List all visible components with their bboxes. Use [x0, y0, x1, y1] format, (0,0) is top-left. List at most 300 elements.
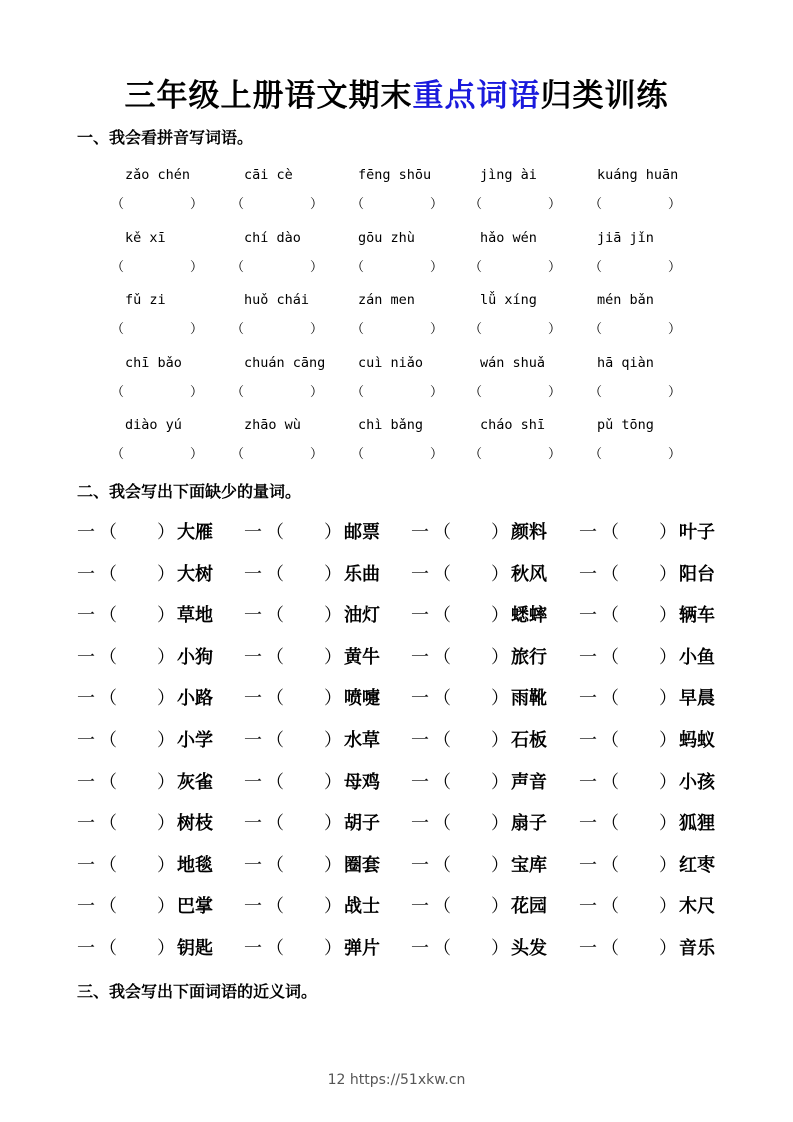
paren-close: ）: [491, 854, 509, 876]
noun-label: 乐曲: [344, 563, 380, 585]
measure-word-row: [0, 729, 793, 753]
measure-word-item[interactable]: [411, 895, 551, 919]
paren-close: ）: [667, 197, 681, 212]
paren-close: ）: [157, 688, 175, 710]
number-one: 一: [77, 522, 95, 543]
noun-label: 声音: [511, 771, 547, 793]
measure-word-item[interactable]: [77, 854, 217, 878]
measure-word-item[interactable]: [411, 604, 551, 628]
paren-open: （: [469, 259, 483, 275]
measure-word-item[interactable]: [244, 937, 384, 961]
noun-label: 小学: [177, 730, 213, 751]
answer-row: [0, 320, 793, 340]
paren-close: ）: [491, 688, 509, 710]
paren-close: ）: [309, 259, 323, 275]
paren-open: （: [589, 322, 603, 337]
paren-close: ）: [491, 563, 509, 585]
paren-open: （: [433, 854, 451, 876]
paren-open: （: [433, 605, 451, 627]
paren-close: ）: [659, 646, 677, 668]
title-part-2: 归类训练: [540, 78, 669, 114]
noun-label: 旅行: [511, 646, 547, 668]
measure-word-item[interactable]: [77, 729, 217, 753]
paren-close: ）: [491, 896, 509, 918]
measure-word-item[interactable]: [77, 771, 217, 795]
number-one: 一: [411, 771, 429, 793]
measure-word-row: [0, 687, 793, 711]
number-one: 一: [244, 605, 262, 627]
paren-close: ）: [157, 646, 175, 668]
noun-label: 战士: [344, 896, 380, 918]
paren-open: （: [601, 730, 619, 751]
measure-word-item[interactable]: [77, 646, 217, 670]
number-one: 一: [77, 854, 95, 876]
number-one: 一: [411, 522, 429, 543]
number-one: 一: [77, 938, 95, 959]
measure-word-item[interactable]: [77, 563, 217, 587]
paren-open: （: [433, 938, 451, 959]
pinyin-word: zǎo chén: [125, 167, 191, 183]
paren-open: （: [111, 322, 125, 337]
pinyin-word: chì bǎng: [358, 417, 424, 433]
paren-close: ）: [189, 384, 203, 400]
paren-close: ）: [157, 605, 175, 627]
number-one: 一: [77, 771, 95, 793]
noun-label: 秋风: [511, 563, 547, 585]
noun-label: 小孩: [679, 771, 715, 793]
paren-open: （: [111, 259, 125, 275]
paren-close: ）: [659, 688, 677, 710]
measure-word-item[interactable]: [244, 687, 384, 711]
paren-open: （: [351, 447, 365, 462]
measure-word-item[interactable]: [244, 771, 384, 795]
number-one: 一: [579, 813, 597, 835]
paren-close: ）: [659, 563, 677, 585]
measure-word-item[interactable]: [244, 646, 384, 670]
paren-open: （: [351, 259, 365, 275]
paren-close: ）: [189, 322, 203, 337]
paren-close: ）: [157, 938, 175, 959]
paren-open: （: [601, 896, 619, 918]
page-footer: 12 https://51xkw.cn: [327, 1072, 466, 1088]
answer-row: [0, 445, 793, 465]
paren-close: ）: [491, 605, 509, 627]
noun-label: 小狗: [177, 646, 213, 668]
measure-word-item[interactable]: [579, 563, 719, 587]
pinyin-word: zhāo wù: [244, 417, 301, 433]
number-one: 一: [244, 813, 262, 835]
paren-open: （: [266, 563, 284, 585]
measure-word-row: [0, 646, 793, 670]
paren-open: （: [231, 384, 245, 400]
paren-open: （: [601, 938, 619, 959]
noun-label: 大雁: [177, 522, 213, 543]
measure-word-item[interactable]: [244, 563, 384, 587]
measure-word-item[interactable]: [411, 812, 551, 836]
measure-word-item[interactable]: [411, 854, 551, 878]
pinyin-row: [0, 228, 793, 248]
paren-close: ）: [659, 771, 677, 793]
title-highlight: 重点词语: [412, 78, 541, 114]
paren-open: （: [99, 813, 117, 835]
noun-label: 雨靴: [511, 688, 547, 710]
number-one: 一: [579, 563, 597, 585]
paren-close: ）: [189, 197, 203, 212]
paren-close: ）: [309, 384, 323, 400]
paren-close: ）: [659, 854, 677, 876]
pinyin-word: kuáng huān: [597, 167, 679, 183]
paren-open: （: [266, 730, 284, 751]
number-one: 一: [244, 896, 262, 918]
paren-open: （: [601, 771, 619, 793]
pinyin-row: [0, 165, 793, 185]
paren-close: ）: [659, 522, 677, 543]
paren-open: （: [266, 688, 284, 710]
measure-word-item[interactable]: [77, 604, 217, 628]
measure-word-item[interactable]: [244, 895, 384, 919]
number-one: 一: [579, 938, 597, 959]
paren-open: （: [601, 688, 619, 710]
paren-close: ）: [157, 813, 175, 835]
measure-word-item[interactable]: [579, 854, 719, 878]
paren-close: ）: [324, 730, 342, 751]
measure-word-item[interactable]: [244, 521, 384, 545]
paren-open: （: [99, 938, 117, 959]
pinyin-word: cuì niǎo: [358, 354, 424, 371]
pinyin-word: chī bǎo: [125, 354, 182, 371]
paren-open: （: [266, 938, 284, 959]
paren-open: （: [266, 854, 284, 876]
noun-label: 钥匙: [177, 938, 213, 959]
paren-open: （: [589, 447, 603, 462]
paren-close: ）: [157, 854, 175, 876]
number-one: 一: [411, 854, 429, 876]
paren-open: （: [231, 447, 245, 462]
page-title: [0, 76, 793, 116]
number-one: 一: [244, 522, 262, 543]
measure-word-item[interactable]: [579, 895, 719, 919]
noun-label: 邮票: [344, 522, 380, 543]
pinyin-word: chuán cāng: [244, 354, 326, 371]
paren-open: （: [601, 854, 619, 876]
paren-open: （: [351, 322, 365, 337]
paren-close: ）: [157, 730, 175, 751]
paren-open: （: [601, 563, 619, 585]
number-one: 一: [411, 605, 429, 627]
number-one: 一: [244, 563, 262, 585]
paren-open: （: [231, 259, 245, 275]
paren-close: ）: [157, 896, 175, 918]
paren-open: （: [589, 384, 603, 400]
paren-open: （: [433, 730, 451, 751]
measure-word-item[interactable]: [244, 729, 384, 753]
noun-label: 头发: [511, 938, 547, 959]
paren-open: （: [433, 813, 451, 835]
paren-close: ）: [547, 447, 561, 462]
paren-close: ）: [324, 563, 342, 585]
noun-label: 蟋蟀: [511, 605, 547, 627]
noun-label: 花园: [511, 896, 547, 918]
paren-close: ）: [157, 771, 175, 793]
number-one: 一: [411, 813, 429, 835]
answer-row: [0, 195, 793, 215]
paren-close: ）: [429, 447, 443, 462]
measure-word-row: [0, 604, 793, 628]
pinyin-word: hǎo wén: [480, 229, 537, 246]
paren-close: ）: [429, 259, 443, 275]
pinyin-word: jìng ài: [480, 167, 537, 183]
pinyin-word: huǒ chái: [244, 292, 310, 308]
paren-open: （: [111, 197, 125, 212]
paren-close: ）: [189, 259, 203, 275]
paren-open: （: [99, 854, 117, 876]
noun-label: 树枝: [177, 813, 213, 835]
paren-close: ）: [324, 688, 342, 710]
paren-close: ）: [324, 605, 342, 627]
paren-close: ）: [659, 938, 677, 959]
answer-row: [0, 258, 793, 278]
measure-word-item[interactable]: [579, 521, 719, 545]
noun-label: 弹片: [344, 938, 380, 959]
number-one: 一: [411, 896, 429, 918]
paren-open: （: [99, 646, 117, 668]
pinyin-word: lǚ xíng: [480, 292, 537, 308]
number-one: 一: [244, 646, 262, 668]
paren-close: ）: [324, 938, 342, 959]
number-one: 一: [579, 854, 597, 876]
number-one: 一: [77, 813, 95, 835]
measure-word-item[interactable]: [579, 729, 719, 753]
measure-word-row: [0, 895, 793, 919]
paren-close: ）: [429, 384, 443, 400]
pinyin-word: chí dào: [244, 229, 301, 246]
noun-label: 红枣: [679, 854, 715, 876]
measure-word-item[interactable]: [579, 771, 719, 795]
noun-label: 蚂蚁: [679, 730, 715, 751]
noun-label: 巴掌: [177, 896, 213, 918]
noun-label: 颜料: [511, 522, 547, 543]
number-one: 一: [411, 688, 429, 710]
paren-open: （: [266, 771, 284, 793]
measure-word-item[interactable]: [77, 895, 217, 919]
noun-label: 辆车: [679, 605, 715, 627]
measure-word-item[interactable]: [579, 646, 719, 670]
pinyin-row: [0, 290, 793, 310]
paren-close: ）: [547, 259, 561, 275]
measure-word-item[interactable]: [77, 937, 217, 961]
paren-open: （: [589, 259, 603, 275]
paren-close: ）: [667, 447, 681, 462]
pinyin-word: cāi cè: [244, 167, 293, 183]
paren-close: ）: [429, 197, 443, 212]
title-part-1: 三年级上册语文期末: [124, 78, 413, 114]
paren-open: （: [469, 322, 483, 337]
section-2-heading: 二、我会写出下面缺少的量词。: [77, 482, 302, 501]
noun-label: 阳台: [679, 563, 715, 585]
paren-open: （: [601, 646, 619, 668]
measure-word-item[interactable]: [77, 687, 217, 711]
number-one: 一: [244, 854, 262, 876]
measure-word-item[interactable]: [244, 604, 384, 628]
paren-open: （: [469, 197, 483, 212]
number-one: 一: [579, 522, 597, 543]
section-3-heading: 三、我会写出下面词语的近义词。: [77, 982, 318, 1001]
paren-open: （: [111, 447, 125, 462]
measure-word-row: [0, 563, 793, 587]
noun-label: 灰雀: [177, 771, 213, 793]
paren-open: （: [469, 447, 483, 462]
noun-label: 母鸡: [344, 771, 380, 793]
paren-close: ）: [659, 896, 677, 918]
paren-open: （: [351, 197, 365, 212]
paren-close: ）: [491, 813, 509, 835]
noun-label: 草地: [177, 605, 213, 627]
paren-open: （: [433, 771, 451, 793]
noun-label: 小路: [177, 688, 213, 710]
number-one: 一: [579, 605, 597, 627]
paren-open: （: [601, 813, 619, 835]
paren-close: ）: [667, 322, 681, 337]
paren-close: ）: [547, 384, 561, 400]
noun-label: 石板: [511, 730, 547, 751]
pinyin-word: gōu zhù: [358, 229, 415, 246]
paren-open: （: [601, 605, 619, 627]
noun-label: 木尺: [679, 896, 715, 918]
measure-word-item[interactable]: [77, 812, 217, 836]
answer-row: [0, 383, 793, 403]
paren-close: ）: [491, 730, 509, 751]
paren-open: （: [99, 730, 117, 751]
measure-word-row: [0, 521, 793, 545]
pinyin-word: pǔ tōng: [597, 417, 654, 433]
pinyin-word: cháo shī: [480, 417, 546, 433]
paren-open: （: [589, 197, 603, 212]
paren-open: （: [99, 688, 117, 710]
number-one: 一: [411, 730, 429, 751]
paren-open: （: [433, 563, 451, 585]
paren-open: （: [469, 384, 483, 400]
paren-close: ）: [491, 522, 509, 543]
number-one: 一: [244, 771, 262, 793]
measure-word-row: [0, 812, 793, 836]
paren-close: ）: [309, 197, 323, 212]
paren-open: （: [266, 522, 284, 543]
number-one: 一: [579, 896, 597, 918]
pinyin-word: mén bǎn: [597, 292, 654, 308]
paren-close: ）: [547, 197, 561, 212]
paren-open: （: [231, 197, 245, 212]
paren-open: （: [99, 896, 117, 918]
noun-label: 狐狸: [679, 813, 715, 835]
measure-word-row: [0, 771, 793, 795]
paren-open: （: [231, 322, 245, 337]
paren-open: （: [99, 771, 117, 793]
paren-close: ）: [309, 447, 323, 462]
paren-close: ）: [324, 854, 342, 876]
number-one: 一: [579, 646, 597, 668]
number-one: 一: [77, 646, 95, 668]
paren-close: ）: [157, 563, 175, 585]
number-one: 一: [244, 730, 262, 751]
measure-word-item[interactable]: [411, 937, 551, 961]
paren-open: （: [99, 563, 117, 585]
pinyin-word: kě xī: [125, 229, 166, 246]
paren-close: ）: [659, 605, 677, 627]
measure-word-item[interactable]: [411, 646, 551, 670]
paren-close: ）: [189, 447, 203, 462]
measure-word-item[interactable]: [579, 937, 719, 961]
measure-word-item[interactable]: [411, 729, 551, 753]
paren-close: ）: [324, 522, 342, 543]
number-one: 一: [77, 688, 95, 710]
paren-close: ）: [659, 813, 677, 835]
number-one: 一: [77, 605, 95, 627]
measure-word-item[interactable]: [77, 521, 217, 545]
measure-word-item[interactable]: [579, 812, 719, 836]
noun-label: 油灯: [344, 605, 380, 627]
paren-close: ）: [667, 384, 681, 400]
noun-label: 地毯: [177, 854, 213, 876]
noun-label: 喷嚏: [344, 688, 380, 710]
paren-open: （: [99, 522, 117, 543]
noun-label: 胡子: [344, 813, 380, 835]
measure-word-item[interactable]: [244, 812, 384, 836]
number-one: 一: [579, 730, 597, 751]
paren-open: （: [433, 522, 451, 543]
measure-word-item[interactable]: [411, 521, 551, 545]
paren-close: ）: [324, 813, 342, 835]
measure-word-item[interactable]: [579, 604, 719, 628]
noun-label: 大树: [177, 563, 213, 585]
measure-word-item[interactable]: [411, 563, 551, 587]
paren-close: ）: [547, 322, 561, 337]
measure-word-row: [0, 854, 793, 878]
measure-word-item[interactable]: [411, 687, 551, 711]
paren-close: ）: [309, 322, 323, 337]
paren-open: （: [351, 384, 365, 400]
paren-open: （: [433, 896, 451, 918]
number-one: 一: [244, 938, 262, 959]
noun-label: 黄牛: [344, 646, 380, 668]
measure-word-item[interactable]: [244, 854, 384, 878]
measure-word-item[interactable]: [579, 687, 719, 711]
number-one: 一: [77, 563, 95, 585]
noun-label: 音乐: [679, 938, 715, 959]
number-one: 一: [411, 563, 429, 585]
number-one: 一: [411, 938, 429, 959]
noun-label: 圈套: [344, 854, 380, 876]
number-one: 一: [411, 646, 429, 668]
pinyin-word: fēng shōu: [358, 167, 432, 183]
pinyin-word: jiā jǐn: [597, 229, 654, 246]
number-one: 一: [77, 730, 95, 751]
pinyin-word: wán shuǎ: [480, 354, 546, 371]
measure-word-row: [0, 937, 793, 961]
paren-close: ）: [491, 938, 509, 959]
number-one: 一: [244, 688, 262, 710]
paren-close: ）: [324, 896, 342, 918]
measure-word-item[interactable]: [411, 771, 551, 795]
pinyin-row: [0, 415, 793, 435]
paren-open: （: [433, 688, 451, 710]
number-one: 一: [77, 896, 95, 918]
number-one: 一: [579, 771, 597, 793]
section-1-heading: 一、我会看拼音写词语。: [77, 128, 254, 147]
noun-label: 宝库: [511, 854, 547, 876]
pinyin-word: hā qiàn: [597, 354, 654, 371]
paren-close: ）: [491, 771, 509, 793]
pinyin-word: fǔ zi: [125, 292, 166, 308]
